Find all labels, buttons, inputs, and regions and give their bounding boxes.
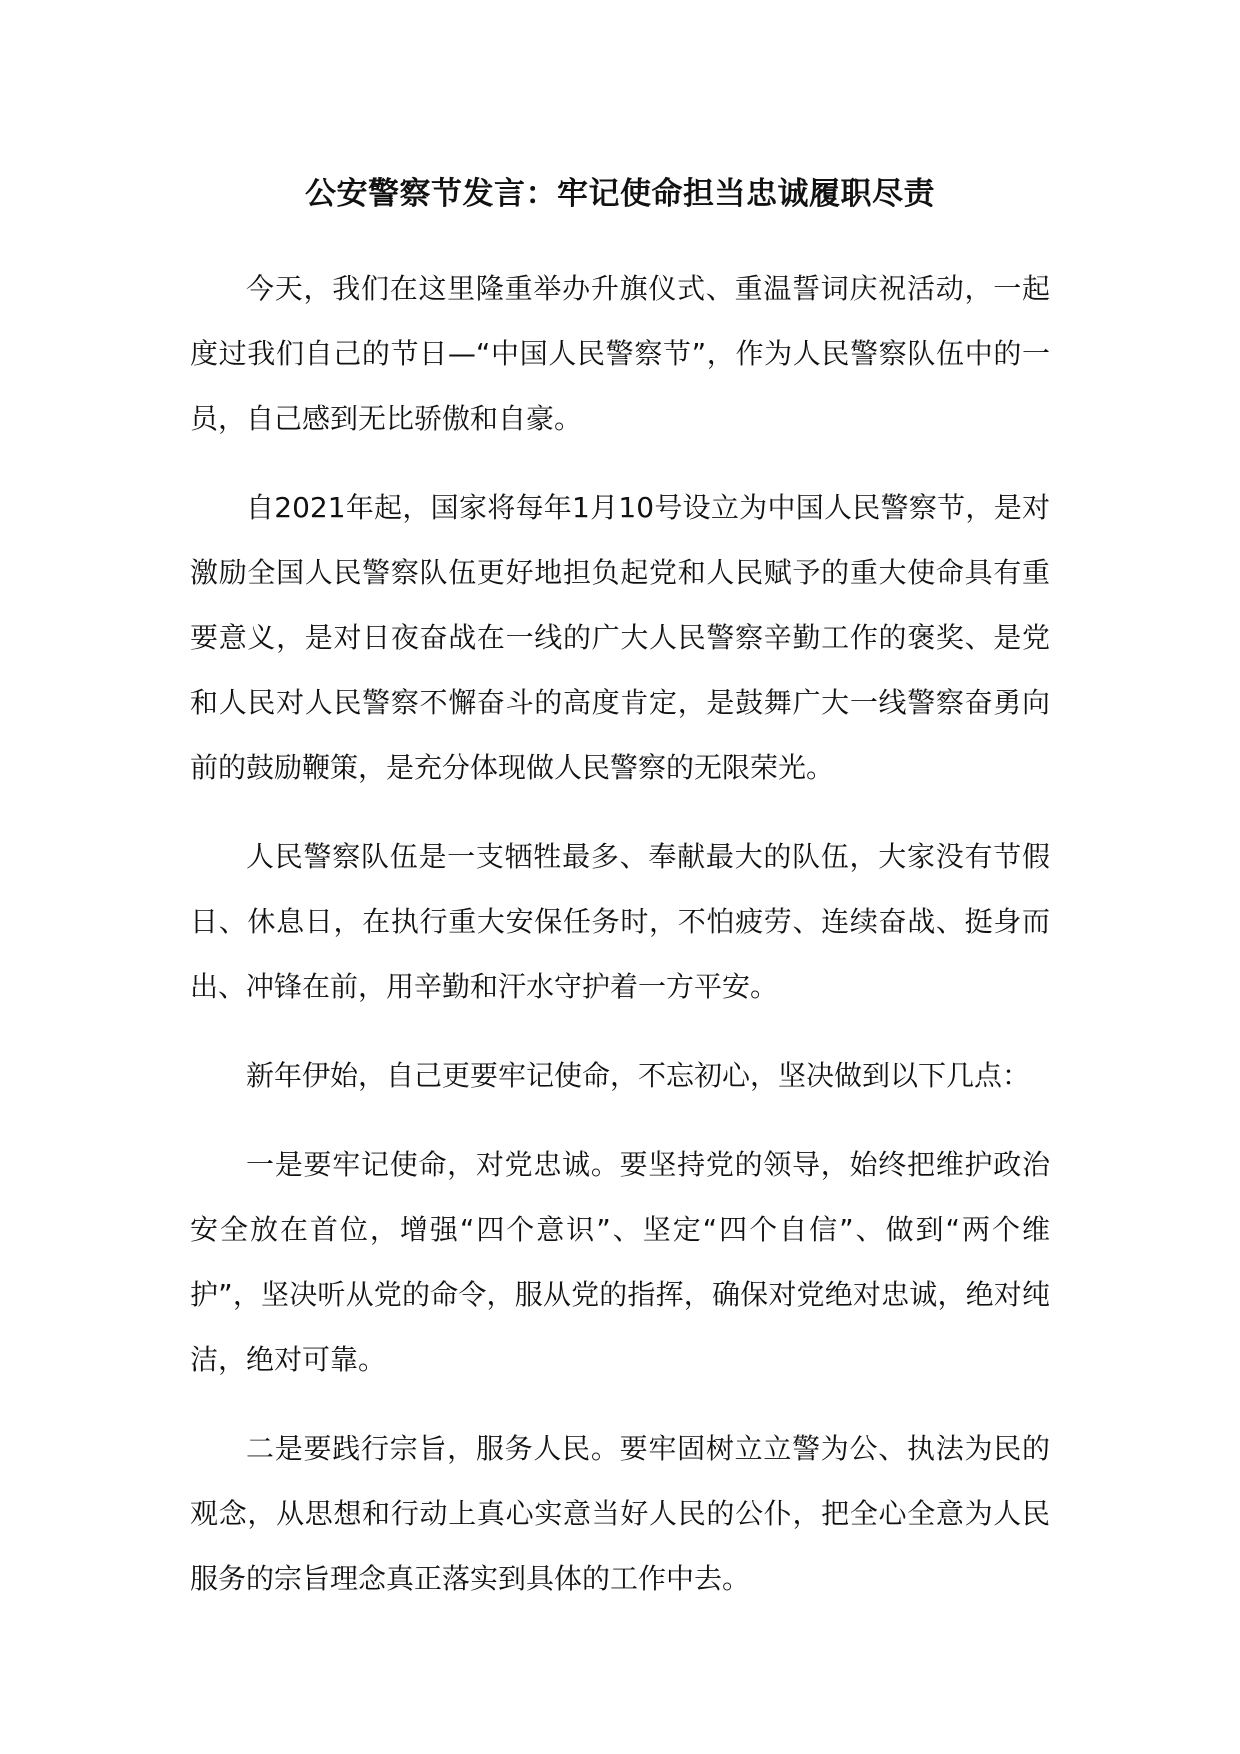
document-title: 公安警察节发言：牢记使命担当忠诚履职尽责	[305, 176, 935, 212]
paragraph-2: 自2021年起，国家将每年1月10号设立为中国人民警察节，是对激励全国人民警察队伍更好地担负起党和人民赋予的重大使命具有重要意义，是对日夜奋战在一线的广大人民警察辛勤工作的褒奖、是党和人民对人民警察不懈奋斗的高度肯定，是鼓舞广大一线警察奋勇向前的鼓励鞭策，是充分体现做人民警察的无限荣光。	[190, 491, 1050, 784]
document-body	[190, 256, 1050, 1635]
paragraph-6: 二是要践行宗旨，服务人民。要牢固树立立警为公、执法为民的观念，从思想和行动上真心实意当好人民的公仆，把全心全意为人民服务的宗旨理念真正落实到具体的工作中去。	[190, 1432, 1050, 1595]
paragraph-3: 人民警察队伍是一支牺牲最多、奉献最大的队伍，大家没有节假日、休息日，在执行重大安保任务时，不怕疲劳、连续奋战、挺身而出、冲锋在前，用辛勤和汗水守护着一方平安。	[190, 840, 1050, 1003]
paragraph-5: 一是要牢记使命，对党忠诚。要坚持党的领导，始终把维护政治安全放在首位，增强“四个意识”、坚定“四个自信”、做到“两个维护”，坚决听从党的命令，服从党的指挥，确保对党绝对忠诚，绝对纯洁，绝对可靠。	[190, 1148, 1050, 1376]
paragraph-4: 新年伊始，自己更要牢记使命，不忘初心，坚决做到以下几点：	[246, 1059, 1031, 1092]
paragraph-1: 今天，我们在这里隆重举办升旗仪式、重温誓词庆祝活动，一起度过我们自己的节日—“中国人民警察节”，作为人民警察队伍中的一员，自己感到无比骄傲和自豪。	[190, 272, 1050, 435]
